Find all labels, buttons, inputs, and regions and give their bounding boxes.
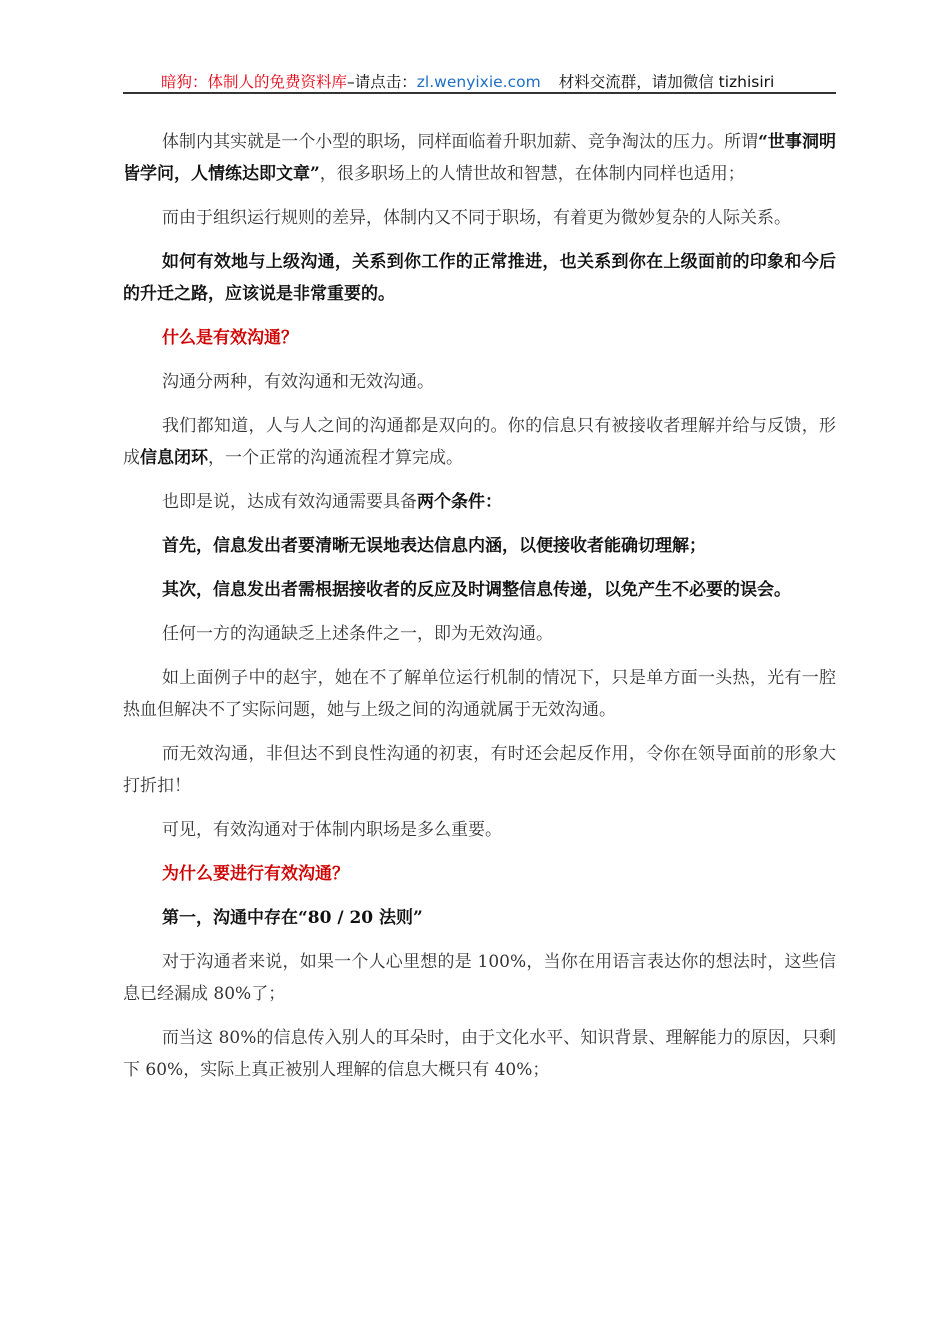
paragraph: [123, 1022, 836, 1086]
bold-text: 如何有效地与上级沟通，关系到你工作的正常推进，也关系到你在上级面前的印象和今后的升迁之路，应该说是非常重要的。: [123, 252, 836, 304]
text: 任何一方的沟通缺乏上述条件之一，即为无效沟通。: [162, 624, 553, 644]
bold-text: 首先，信息发出者要清晰无误地表达信息内涵，以便接收者能确切理解；: [162, 536, 706, 556]
header-prompt: –请点击：: [347, 73, 417, 91]
paragraph: [123, 946, 836, 1010]
text: 我们都知道，人与人之间的沟通都是双向的。你的信息只有被接收者理解并给与反馈，形成: [123, 416, 836, 468]
text: 对于沟通者来说，如果一个人心里想的是 100%，当你在用语言表达你的想法时，这些信息已经漏成 80%了；: [123, 952, 836, 1004]
paragraph: [123, 366, 836, 398]
header-site-name: 暗狗：体制人的免费资料库: [161, 73, 348, 91]
paragraph: [123, 662, 836, 726]
paragraph: [123, 410, 836, 474]
header-url-link[interactable]: zl.wenyixie.com: [416, 73, 541, 91]
paragraph: [123, 738, 836, 802]
paragraph: [123, 530, 836, 562]
bold-text: 信息闭环: [140, 448, 208, 468]
paragraph: [123, 202, 836, 234]
paragraph: [123, 574, 836, 606]
text: 而当这 80%的信息传入别人的耳朵时，由于文化水平、知识背景、理解能力的原因，只剩下 60%，实际上真正被别人理解的信息大概只有 40%；: [123, 1028, 836, 1080]
text: 而无效沟通，非但达不到良性沟通的初衷，有时还会起反作用，令你在领导面前的形象大打折扣！: [123, 744, 836, 796]
paragraph: [123, 246, 836, 310]
bold-text: “世事洞明皆学问，人情练达即文章”: [123, 132, 836, 184]
page-header: [123, 68, 836, 94]
heading-text: 什么是有效沟通？: [162, 328, 298, 348]
text: ，很多职场上的人情世故和智慧，在体制内同样也适用；: [319, 164, 745, 184]
paragraph: [123, 486, 836, 518]
paragraph: [123, 902, 836, 934]
text: 沟通分两种，有效沟通和无效沟通。: [162, 372, 434, 392]
text: 如上面例子中的赵宇，她在不了解单位运行机制的情况下，只是单方面一头热，光有一腔热血但解决不了实际问题，她与上级之间的沟通就属于无效沟通。: [123, 668, 836, 720]
text: 而由于组织运行规则的差异，体制内又不同于职场，有着更为微妙复杂的人际关系。: [162, 208, 791, 228]
paragraph: [123, 618, 836, 650]
header-group-info: 材料交流群，请加微信 tizhisiri: [558, 73, 775, 91]
bold-text: 第一，沟通中存在“80 / 20 法则”: [162, 908, 423, 928]
document-body: [123, 126, 836, 1098]
text: ，一个正常的沟通流程才算完成。: [208, 448, 463, 468]
bold-text: 两个条件：: [417, 492, 502, 512]
section-heading: [123, 858, 836, 890]
heading-text: 为什么要进行有效沟通？: [162, 864, 349, 884]
bold-text: 其次，信息发出者需根据接收者的反应及时调整信息传递，以免产生不必要的误会。: [162, 580, 791, 600]
text: 也即是说，达成有效沟通需要具备: [162, 492, 417, 512]
section-heading: [123, 322, 836, 354]
text: 可见，有效沟通对于体制内职场是多么重要。: [162, 820, 502, 840]
text: 体制内其实就是一个小型的职场，同样面临着升职加薪、竞争淘汰的压力。所谓: [162, 132, 759, 152]
paragraph: [123, 814, 836, 846]
paragraph: [123, 126, 836, 190]
